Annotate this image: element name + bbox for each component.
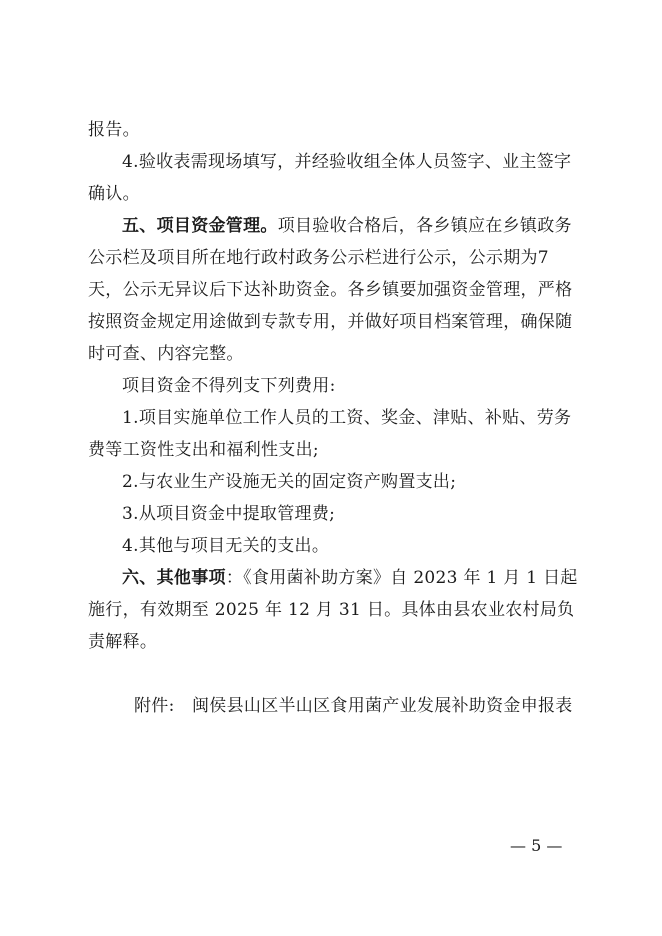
- attachment-title: 闽侯县山区半山区食用菌产业发展补助资金申报表: [192, 696, 573, 716]
- paragraph-funds-intro: [88, 370, 582, 402]
- funds-item-2-text: 2.与农业生产设施无关的固定资产购置支出;: [122, 472, 457, 492]
- paragraph-continuation: [88, 114, 582, 146]
- section-5-heading: 五、项目资金管理。: [122, 216, 278, 236]
- acceptance-item-4-text: 4.验收表需现场填写，并经验收组全体人员签字、业主签字确认。: [88, 152, 572, 204]
- funds-item-4-text: 4.其他与项目无关的支出。: [122, 536, 330, 556]
- funds-list-item: [88, 498, 582, 530]
- section-6-other-matters: [88, 562, 582, 658]
- funds-item-3-text: 3.从项目资金中提取管理费;: [122, 504, 336, 524]
- funds-list-item: [88, 466, 582, 498]
- section-5-body: 项目验收合格后，各乡镇应在乡镇政务公示栏及项目所在地行政村政务公示栏进行公示，公示期为7天，公示无异议后下达补助资金。各乡镇要加强资金管理，严格按照资金规定用途做到专款专用，并做好项目档案管理，确保随时可查、内容完整。: [88, 216, 573, 364]
- funds-list-item: [88, 530, 582, 562]
- section-6-heading: 六、其他事项: [122, 568, 226, 588]
- page-number: [510, 836, 562, 856]
- funds-list-item: [88, 402, 582, 466]
- attachment-label: 附件:: [134, 696, 175, 716]
- section-5-fund-management: [88, 210, 582, 370]
- section-6-body: ：《食用菌补助方案》自 2023 年 1 月 1 日起施行，有效期至 2025 年 12 月 31 日。具体由县农业农村局负责解释。: [88, 568, 578, 652]
- page-number-text: — 5 —: [510, 836, 563, 855]
- funds-item-1-text: 1.项目实施单位工作人员的工资、奖金、津贴、补贴、劳务费等工资性支出和福利性支出;: [88, 408, 572, 460]
- funds-intro-text: 项目资金不得列支下列费用:: [122, 376, 336, 396]
- paragraph-continuation-text: 报告。: [88, 120, 140, 140]
- paragraph-acceptance-item-4: [88, 146, 582, 210]
